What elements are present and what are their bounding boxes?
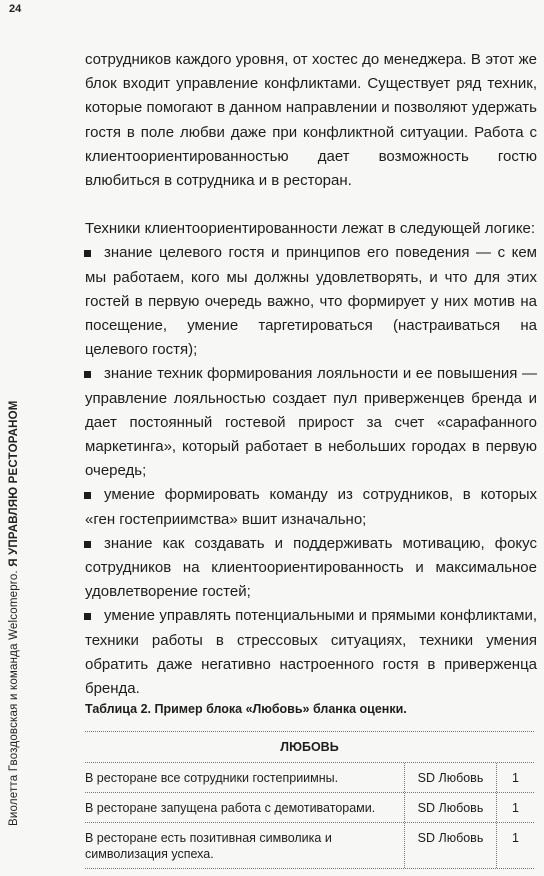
table-row [85, 763, 534, 793]
evaluation-table [85, 731, 534, 869]
running-head [4, 50, 24, 826]
table-header: ЛЮБОВЬ [85, 732, 534, 763]
square-bullet-icon [84, 541, 91, 548]
score-cell: 1 [512, 801, 519, 815]
paragraph: Техники клиентоориентированности лежат в следующей логике: [85, 220, 536, 238]
table-row [85, 823, 534, 869]
table-row [85, 793, 534, 823]
code-cell: SD Любовь [405, 793, 497, 822]
bullet-list [85, 241, 537, 701]
page-number: 24 [9, 3, 22, 15]
criterion-cell: В ресторане все сотрудники гостеприимны. [85, 763, 405, 792]
code-cell: SD Любовь [405, 823, 497, 868]
bullet-text: умение формировать команду из сотрудников, в которых «ген гостеприимства» вшит изначально; [85, 486, 537, 528]
running-head-author: Виолетта Гвоздовская и команда Welcomepro. [8, 570, 20, 826]
bullet-item [85, 362, 537, 483]
bullet-text: умение управлять потенциальными и прямыми конфликтами, техники работы в стрессовых ситуациях, техники умения обратить даже негативно настроенного гостя в приверженца бренда. [85, 607, 537, 698]
body-text [85, 48, 537, 701]
score-cell: 1 [512, 771, 519, 785]
paragraph: сотрудников каждого уровня, от хостес до менеджера. В этот же блок входит управление конфликтами. Существует ряд техник, которые помогают в данном направлении и позволяют удержать гостя в поле любви даже при конфликтной ситуации. Работа с клиентоориентированностью дает возможность гостю влюбиться в сотрудника и в ресторан. [85, 51, 537, 190]
square-bullet-icon [84, 613, 91, 620]
square-bullet-icon [84, 250, 91, 257]
bullet-item [85, 483, 537, 531]
bullet-item [85, 604, 537, 701]
bullet-text: знание как создавать и поддерживать мотивацию, фокус сотрудников на клиентоориентированность и максимальное удовлетворение гостей; [85, 534, 537, 601]
bullet-item [85, 241, 537, 362]
table-caption: Таблица 2. Пример блока «Любовь» бланка оценки. [85, 702, 407, 716]
bullet-text: знание целевого гостя и принципов его поведения — с кем мы работаем, кого мы должны удовлетворять, и что для этих гостей в первую очередь важно, что формирует у них мотив на посещение, умение таргетироваться (настраиваться на целевого гостя); [85, 244, 537, 359]
code-cell: SD Любовь [405, 763, 497, 792]
score-cell: 1 [512, 831, 519, 845]
square-bullet-icon [84, 492, 91, 499]
criterion-cell: В ресторане запущена работа с демотиваторами. [85, 793, 405, 822]
square-bullet-icon [84, 371, 91, 378]
criterion-cell: В ресторане есть позитивная символика и символизация успеха. [85, 823, 405, 868]
bullet-item [85, 532, 537, 605]
running-head-title: Я УПРАВЛЯЮ РЕСТОРАНОМ [8, 400, 20, 567]
bullet-text: знание техник формирования лояльности и ее повышения — управление лояльностью создает пул приверженцев бренда и дает постоянный гостевой прирост за счет «сарафанного маркетинга», который работает в небольших городах в первую очередь; [85, 365, 537, 480]
